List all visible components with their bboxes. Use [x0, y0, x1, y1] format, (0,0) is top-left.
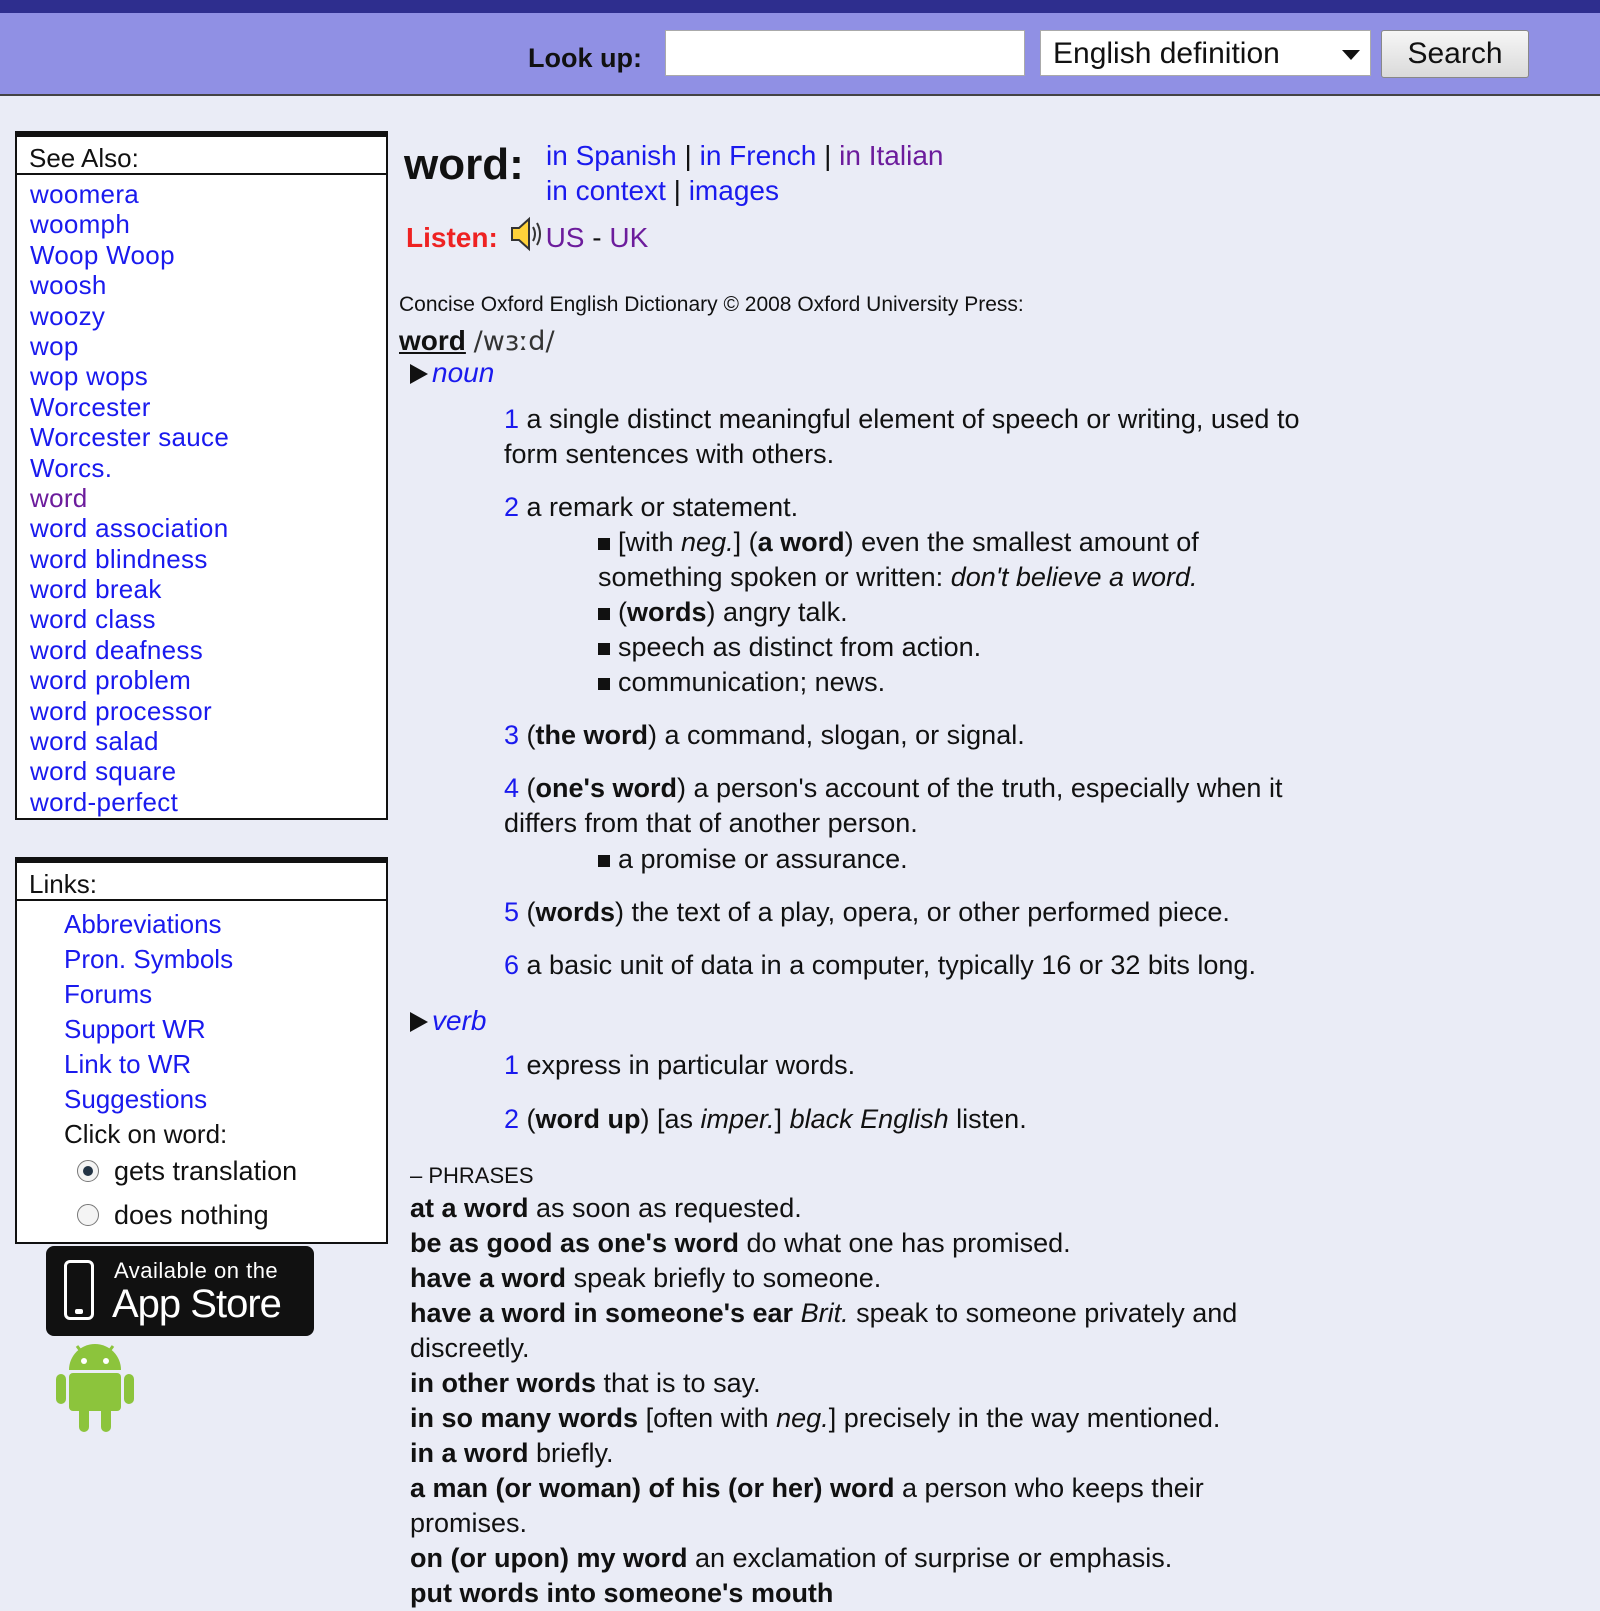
dictionary-select[interactable] [1040, 30, 1371, 76]
pos-verb: verb [410, 1005, 486, 1037]
see-also-link[interactable]: word deafness [30, 634, 204, 665]
sense-noun-1: 1 a single distinct meaningful element of speech or writing, used to form sentences with others. [504, 404, 1300, 469]
search-input[interactable] [665, 30, 1025, 76]
phrase: have a word in someone's ear Brit. speak to someone privately and discreetly. [410, 1298, 1238, 1363]
sense-noun-5: 5 (words) the text of a play, opera, or other performed piece. [504, 897, 1230, 927]
see-also-link[interactable]: word square [30, 756, 177, 787]
link-suggestions[interactable]: Suggestions [64, 1084, 208, 1114]
listen-uk-link[interactable]: UK [609, 222, 649, 253]
listen-separator: - [584, 222, 610, 253]
android-icon[interactable] [55, 1340, 135, 1432]
see-also-link[interactable]: word-perfect [30, 786, 179, 817]
radio-checked-icon[interactable] [77, 1160, 99, 1182]
phrase: in so many words [often with neg.] precisely in the way mentioned. [410, 1403, 1221, 1433]
radio-does-nothing-label: does nothing [114, 1200, 269, 1230]
link-link-to-wr[interactable]: Link to WR [64, 1049, 192, 1079]
phrase: put words into someone's mouth [410, 1578, 834, 1608]
see-also-link-current[interactable]: word [30, 482, 88, 513]
link-pron-symbols[interactable]: Pron. Symbols [64, 944, 234, 974]
search-button[interactable]: Search [1381, 30, 1529, 78]
see-also-link[interactable]: wop [30, 330, 79, 361]
see-also-link[interactable]: word salad [30, 726, 159, 757]
iphone-icon [64, 1260, 94, 1320]
separator: | [684, 140, 692, 171]
speaker-icon[interactable] [506, 216, 546, 252]
sense-verb-2: 2 (word up) [as imper.] black English listen. [504, 1104, 1027, 1134]
see-also-link[interactable]: word class [30, 604, 156, 635]
phrase: in other words that is to say. [410, 1368, 761, 1398]
listen-us-link[interactable]: US [545, 222, 585, 253]
see-also-link[interactable]: word problem [30, 665, 192, 696]
sense-noun-4: 4 (one's word) a person's account of the truth, especially when it differs from that of another person. [504, 773, 1283, 838]
radio-unchecked-icon[interactable] [77, 1204, 99, 1226]
see-also-link[interactable]: word association [30, 513, 229, 544]
link-in-french[interactable]: in French [699, 140, 817, 171]
sense-noun-3: 3 (the word) a command, slogan, or signal. [504, 720, 1025, 750]
phrase: in a word briefly. [410, 1438, 614, 1468]
entry-word: word [399, 325, 466, 356]
phrase: on (or upon) my word an exclamation of surprise or emphasis. [410, 1543, 1173, 1573]
link-in-spanish[interactable]: in Spanish [546, 140, 677, 171]
see-also-link[interactable]: word blindness [30, 543, 208, 574]
chevron-down-icon [1342, 50, 1360, 60]
page-title: word: [404, 140, 524, 189]
see-also-link[interactable]: woozy [30, 300, 106, 331]
see-also-link[interactable]: word break [30, 574, 162, 605]
see-also-link[interactable]: Worcester [30, 391, 151, 422]
language-links [546, 138, 943, 208]
dictionary-select-value: English definition [1053, 37, 1280, 70]
phrase: a man (or woman) of his (or her) word a person who keeps their promises. [410, 1473, 1204, 1538]
links-box [15, 857, 388, 1244]
subsense: [with neg.] (a word) even the smallest amount of something spoken or written: don't believe a word. [598, 525, 1258, 595]
see-also-link[interactable]: wop wops [30, 361, 149, 392]
link-in-italian[interactable]: in Italian [839, 140, 944, 171]
lookup-label: Look up: [528, 43, 642, 73]
subsense: (words) angry talk. [598, 595, 1258, 630]
see-also-link[interactable]: woomph [30, 209, 131, 240]
see-also-title: See Also: [17, 133, 386, 175]
link-in-context[interactable]: in context [546, 175, 666, 206]
app-store-badge[interactable] [46, 1246, 314, 1336]
listen-label: Listen: [406, 222, 498, 253]
phrase: have a word speak briefly to someone. [410, 1263, 882, 1293]
see-also-link[interactable]: Woop Woop [30, 239, 175, 270]
separator: | [673, 175, 681, 206]
top-search-bar [0, 0, 1600, 96]
app-store-line1: Available on the [114, 1258, 279, 1283]
subsense: speech as distinct from action. [598, 630, 1258, 665]
pos-noun: noun [410, 357, 494, 389]
radio-gets-translation-label: gets translation [114, 1156, 298, 1186]
see-also-box [15, 131, 388, 820]
link-abbreviations[interactable]: Abbreviations [64, 909, 222, 939]
links-list [17, 901, 386, 1152]
sense-verb-1: 1 express in particular words. [504, 1050, 856, 1080]
phrase: be as good as one's word do what one has promised. [410, 1228, 1071, 1258]
link-images[interactable]: images [688, 175, 779, 206]
entry-headword [399, 325, 555, 357]
see-also-link[interactable]: woomera [30, 179, 140, 209]
link-forums[interactable]: Forums [64, 979, 153, 1009]
sense-noun-2: 2 a remark or statement. [504, 492, 799, 522]
separator: | [824, 140, 832, 171]
see-also-link[interactable]: Worcs. [30, 452, 113, 483]
link-support-wr[interactable]: Support WR [64, 1014, 206, 1044]
click-on-word-label: Click on word: [64, 1119, 228, 1149]
see-also-link[interactable]: Worcester sauce [30, 422, 230, 453]
listen-row [406, 222, 648, 258]
subsense: communication; news. [598, 665, 1258, 700]
see-also-link[interactable]: word processor [30, 695, 212, 726]
pronunciation: /wɜːd/ [473, 326, 555, 357]
app-store-line2: App Store [112, 1282, 281, 1326]
subsense: a promise or assurance. [598, 842, 1258, 877]
phrase: at a word as soon as requested. [410, 1193, 802, 1223]
links-title: Links: [17, 859, 386, 901]
see-also-list [17, 175, 386, 817]
phrases-heading: – PHRASES [410, 1163, 534, 1188]
see-also-link[interactable]: woosh [30, 270, 107, 301]
sense-noun-6: 6 a basic unit of data in a computer, typically 16 or 32 bits long. [504, 950, 1256, 980]
dictionary-copyright: Concise Oxford English Dictionary © 2008 Oxford University Press: [399, 293, 1024, 316]
